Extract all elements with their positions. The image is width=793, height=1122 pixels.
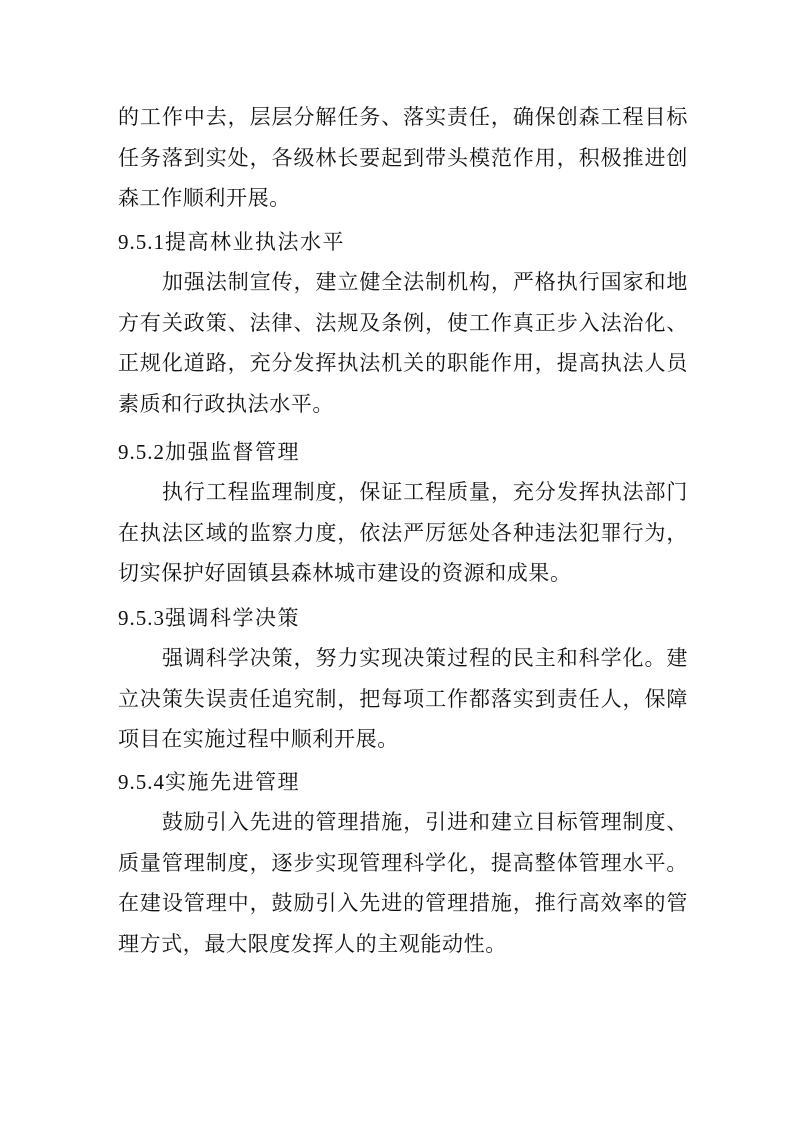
section-9-5-4 xyxy=(118,762,688,964)
section-heading xyxy=(118,762,688,802)
section-heading xyxy=(118,222,688,262)
section-number: 9.5.4 xyxy=(118,770,165,794)
section-9-5-1 xyxy=(118,222,688,424)
section-heading xyxy=(118,598,688,638)
section-heading xyxy=(118,432,688,472)
section-number: 9.5.3 xyxy=(118,606,165,630)
section-9-5-3 xyxy=(118,598,688,760)
section-body: 加强法制宣传，建立健全法制机构，严格执行国家和地方有关政策、法律、法规及条例，使工作真正步入法治化、正规化道路，充分发挥执法机关的职能作用，提高执法人员素质和行政执法水平。 xyxy=(118,270,688,416)
section-body: 强调科学决策，努力实现决策过程的民主和科学化。建立决策失误责任追究制，把每项工作都落实到责任人，保障项目在实施过程中顺利开展。 xyxy=(118,646,688,751)
section-title: 实施先进管理 xyxy=(165,770,300,794)
intro-block xyxy=(118,97,688,219)
section-number: 9.5.1 xyxy=(118,230,165,254)
section-title: 强调科学决策 xyxy=(165,606,300,630)
section-body: 鼓励引入先进的管理措施，引进和建立目标管理制度、质量管理制度，逐步实现管理科学化，提高整体管理水平。在建设管理中，鼓励引入先进的管理措施，推行高效率的管理方式，最大限度发挥人的主观能动性。 xyxy=(118,810,688,956)
section-9-5-2 xyxy=(118,432,688,594)
section-title: 提高林业执法水平 xyxy=(165,230,345,254)
section-body: 执行工程监理制度，保证工程质量，充分发挥执法部门在执法区域的监察力度，依法严厉惩处各种违法犯罪行为，切实保护好固镇县森林城市建设的资源和成果。 xyxy=(118,480,688,585)
section-number: 9.5.2 xyxy=(118,440,165,464)
intro-paragraph: 的工作中去，层层分解任务、落实责任，确保创森工程目标任务落到实处，各级林长要起到带头模范作用，积极推进创森工作顺利开展。 xyxy=(118,105,688,210)
section-title: 加强监督管理 xyxy=(165,440,300,464)
